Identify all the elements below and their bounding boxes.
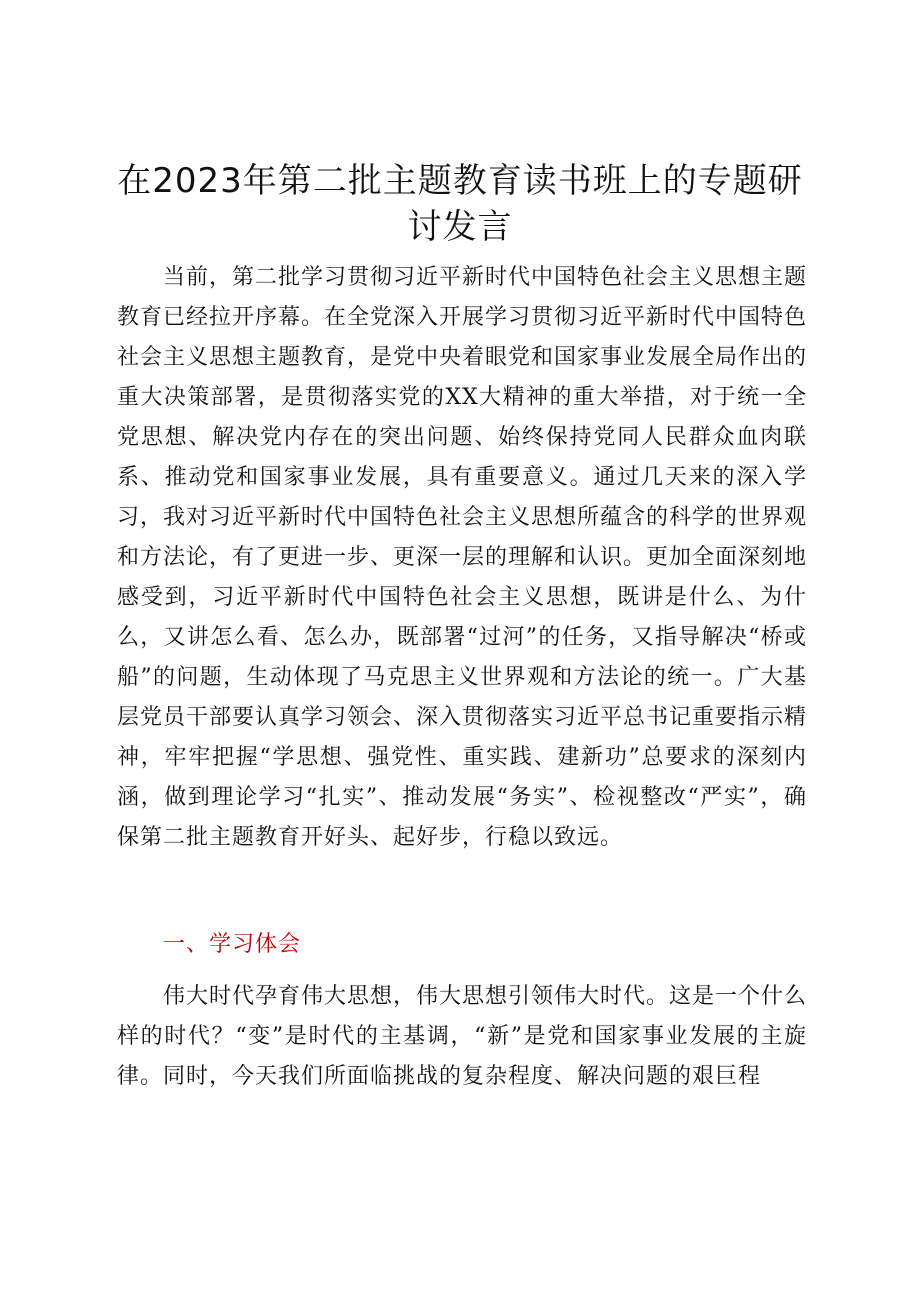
intro-paragraph: 当前，第二批学习贯彻习近平新时代中国特色社会主义思想主题教育已经拉开序幕。在全党深入开展学习贯彻习近平新时代中国特色社会主义思想主题教育，是党中央着眼党和国家事业发展全局作出的重大决策部署，是贯彻落实党的XX大精神的重大举措，对于统一全党思想、解决党内存在的突出问题、始终保持党同人民群众血肉联系、推动党和国家事业发展，具有重要意义。通过几天来的深入学习，我对习近平新时代中国特色社会主义思想所蕴含的科学的世界观和方法论，有了更进一步、更深一层的理解和认识。更加全面深刻地感受到，习近平新时代中国特色社会主义思想，既讲是什么、为什么，又讲怎么看、怎么办，既部署“过河”的任务，又指导解决“桥或船”的问题，生动体现了马克思主义世界观和方法论的统一。广大基层党员干部要认真学习领会、深入贯彻落实习近平总书记重要指示精神，牢牢把握“学思想、强党性、重实践、建新功”总要求的深刻内涵，做到理论学习“扎实”、推动发展“务实”、检视整改“严实”，确保第二批主题教育开好头、起好步，行稳以致远。 [117, 265, 808, 850]
section-heading-study-experience: 一、学习体会 [163, 932, 302, 957]
document-title: 在2023年第二批主题教育读书班上的专题研讨发言 [117, 161, 803, 247]
section-1-paragraph: 伟大时代孕育伟大思想，伟大思想引领伟大时代。这是一个什么样的时代？“变”是时代的主基调，“新”是党和国家事业发展的主旋律。同时，今天我们所面临挑战的复杂程度、解决问题的艰巨程 [117, 984, 808, 1089]
